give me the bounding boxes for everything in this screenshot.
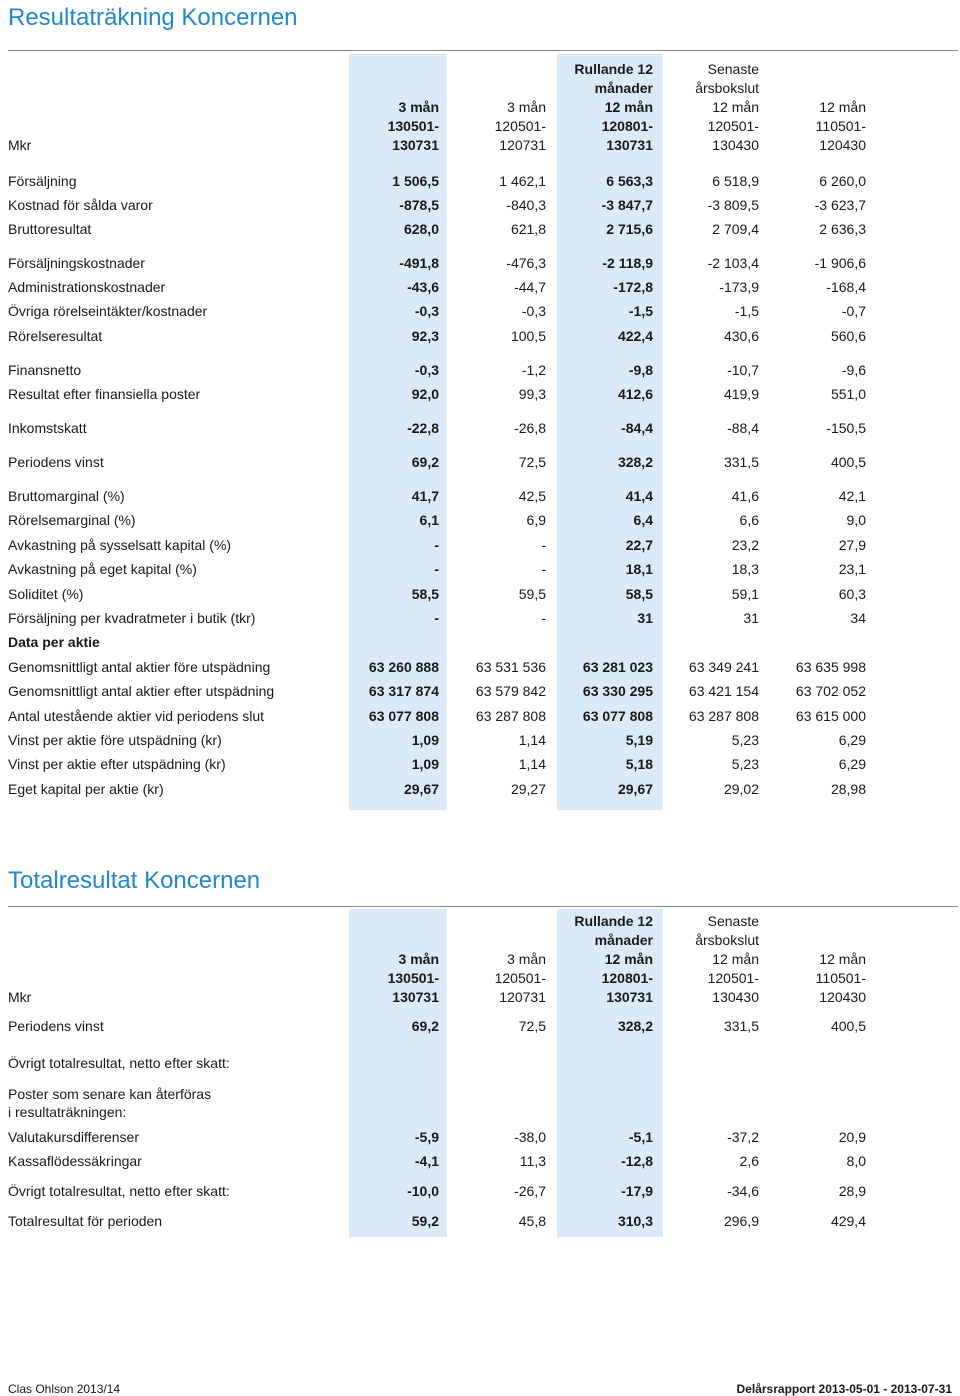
cell-value: - bbox=[434, 537, 439, 553]
cell-value: -9,8 bbox=[628, 362, 653, 378]
cell-value: -840,3 bbox=[506, 197, 546, 213]
cell-value: 1,14 bbox=[518, 756, 546, 772]
row-label: Antal utestående aktier vid periodens slut bbox=[8, 708, 265, 724]
cell-value: 63 287 808 bbox=[475, 708, 546, 724]
cell-value: 60,3 bbox=[838, 586, 866, 602]
row-label: Administrationskostnader bbox=[8, 279, 166, 295]
row-label: Vinst per aktie efter utspädning (kr) bbox=[8, 756, 226, 772]
column-header-line: 130501- bbox=[387, 970, 439, 986]
column-header bbox=[756, 912, 866, 1007]
cell-value: -1,5 bbox=[628, 303, 653, 319]
column-header bbox=[329, 60, 439, 155]
cell-value: 18,1 bbox=[625, 561, 653, 577]
table-row bbox=[8, 252, 878, 274]
table-row bbox=[8, 170, 878, 192]
cell-value: 63 077 808 bbox=[582, 708, 653, 724]
cell-value: - bbox=[434, 610, 439, 626]
cell-value: 1,09 bbox=[411, 732, 439, 748]
row-label: Totalresultat för perioden bbox=[8, 1213, 163, 1229]
cell-value: -12,8 bbox=[621, 1153, 653, 1169]
cell-value: 34 bbox=[850, 610, 866, 626]
cell-value: 400,5 bbox=[830, 1018, 866, 1034]
cell-value: 59,5 bbox=[518, 586, 546, 602]
column-header-line: 110501- bbox=[815, 118, 866, 134]
title-rule bbox=[8, 50, 958, 51]
column-header-line bbox=[329, 931, 439, 950]
column-header-line: 12 mån bbox=[819, 951, 866, 967]
cell-value: 5,23 bbox=[731, 732, 759, 748]
row-label: Rörelseresultat bbox=[8, 328, 103, 344]
cell-value: 1 506,5 bbox=[392, 173, 439, 189]
cell-value: 2 636,3 bbox=[819, 221, 866, 237]
cell-value: 31 bbox=[637, 610, 653, 626]
cell-value: -878,5 bbox=[399, 197, 439, 213]
cell-value: 328,2 bbox=[617, 1018, 653, 1034]
row-label: Finansnetto bbox=[8, 362, 82, 378]
cell-value: -22,8 bbox=[407, 420, 439, 436]
row-label: Kassaflödessäkringar bbox=[8, 1153, 142, 1169]
cell-value: 23,1 bbox=[838, 561, 866, 577]
cell-value: 23,2 bbox=[731, 537, 759, 553]
column-header-line: Senaste bbox=[707, 913, 759, 929]
cell-value: 58,5 bbox=[625, 586, 653, 602]
column-header-line: 12 mån bbox=[712, 99, 759, 115]
cell-value: 22,7 bbox=[625, 537, 653, 553]
cell-value: 6,1 bbox=[419, 512, 439, 528]
cell-value: -5,1 bbox=[628, 1129, 653, 1145]
table-row bbox=[8, 485, 878, 507]
column-header-line: 120501- bbox=[494, 118, 546, 134]
unit-label: Mkr bbox=[8, 989, 32, 1005]
cell-value: 41,7 bbox=[411, 488, 439, 504]
cell-value: 1 462,1 bbox=[499, 173, 546, 189]
row-label: Försäljningskostnader bbox=[8, 255, 145, 271]
cell-value: -1 906,6 bbox=[814, 255, 866, 271]
table-row bbox=[8, 778, 878, 800]
cell-value: 63 260 888 bbox=[368, 659, 439, 675]
table-row bbox=[8, 705, 878, 727]
column-header-line: 120801- bbox=[601, 118, 653, 134]
cell-value: 31 bbox=[743, 610, 759, 626]
table-row bbox=[8, 607, 878, 629]
cell-value: - bbox=[541, 537, 546, 553]
cell-value: 331,5 bbox=[723, 1018, 759, 1034]
cell-value: 430,6 bbox=[723, 328, 759, 344]
column-header-line bbox=[756, 931, 866, 950]
cell-value: 45,8 bbox=[518, 1213, 546, 1229]
cell-value: 58,5 bbox=[411, 586, 439, 602]
cell-value: 9,0 bbox=[846, 512, 866, 528]
cell-value: 5,18 bbox=[625, 756, 653, 772]
cell-value: 422,4 bbox=[617, 328, 653, 344]
cell-value: 100,5 bbox=[510, 328, 546, 344]
column-header-line: 3 mån bbox=[507, 99, 546, 115]
column-header-line bbox=[756, 60, 866, 79]
column-header bbox=[436, 912, 546, 1007]
column-header-line: Rullande 12 bbox=[574, 913, 653, 929]
footer-company: Clas Ohlson 2013/14 bbox=[8, 1382, 121, 1396]
table-row bbox=[8, 753, 878, 775]
row-label: Soliditet (%) bbox=[8, 586, 84, 602]
cell-value: 99,3 bbox=[518, 386, 546, 402]
cell-value: -150,5 bbox=[826, 420, 866, 436]
cell-value: 6 563,3 bbox=[606, 173, 653, 189]
table-row bbox=[8, 631, 878, 653]
table-row bbox=[8, 509, 878, 531]
row-label: Rörelsemarginal (%) bbox=[8, 512, 136, 528]
cell-value: 41,6 bbox=[731, 488, 759, 504]
row-label: Resultat efter finansiella poster bbox=[8, 386, 201, 402]
table-row bbox=[8, 534, 878, 556]
cell-value: 6 518,9 bbox=[712, 173, 759, 189]
cell-value: -3 623,7 bbox=[814, 197, 866, 213]
row-label: Periodens vinst bbox=[8, 1018, 104, 1034]
row-label: Avkastning på sysselsatt kapital (%) bbox=[8, 537, 232, 553]
table-row bbox=[8, 558, 878, 580]
column-header-line bbox=[756, 912, 866, 931]
cell-value: -3 809,5 bbox=[707, 197, 759, 213]
column-header-line: 3 mån bbox=[398, 99, 439, 115]
row-label: Valutakursdifferenser bbox=[8, 1129, 139, 1145]
table-row bbox=[8, 680, 878, 702]
cell-value: -10,7 bbox=[727, 362, 759, 378]
cell-value: 6,4 bbox=[633, 512, 653, 528]
cell-value: 6,29 bbox=[838, 756, 866, 772]
title-rule bbox=[8, 906, 958, 907]
cell-value: 429,4 bbox=[830, 1213, 866, 1229]
cell-value: -0,3 bbox=[521, 303, 546, 319]
column-header-line: 130731 bbox=[606, 989, 653, 1005]
table-row bbox=[8, 194, 878, 216]
row-label: Inkomstskatt bbox=[8, 420, 87, 436]
column-header-line bbox=[329, 60, 439, 79]
cell-value: 92,0 bbox=[411, 386, 439, 402]
cell-value: 63 635 998 bbox=[795, 659, 866, 675]
table-row bbox=[8, 1126, 878, 1148]
column-header-line: 120731 bbox=[499, 989, 546, 1005]
column-header-line bbox=[436, 60, 546, 79]
column-header bbox=[543, 60, 653, 155]
column-header-line: 130731 bbox=[606, 137, 653, 153]
table-row bbox=[8, 1015, 878, 1037]
column-header-line: 12 mån bbox=[604, 99, 653, 115]
cell-value: 5,19 bbox=[625, 732, 653, 748]
column-header bbox=[329, 912, 439, 1007]
column-header-line: 130731 bbox=[392, 989, 439, 1005]
column-header-line: 120430 bbox=[819, 137, 866, 153]
row-label: Genomsnittligt antal aktier före utspädning bbox=[8, 659, 271, 675]
column-header-line bbox=[436, 912, 546, 931]
column-header-line bbox=[329, 912, 439, 931]
cell-value: 29,02 bbox=[723, 781, 759, 797]
column-header bbox=[543, 912, 653, 1007]
column-header-line: 12 mån bbox=[604, 951, 653, 967]
cell-value: 296,9 bbox=[723, 1213, 759, 1229]
cell-value: 1,14 bbox=[518, 732, 546, 748]
column-header bbox=[649, 912, 759, 1007]
cell-value: 6,29 bbox=[838, 732, 866, 748]
cell-value: 621,8 bbox=[510, 221, 546, 237]
table-row bbox=[8, 729, 878, 751]
cell-value: 41,4 bbox=[625, 488, 653, 504]
cell-value: 63 349 241 bbox=[688, 659, 759, 675]
cell-value: 63 330 295 bbox=[582, 683, 653, 699]
cell-value: 5,23 bbox=[731, 756, 759, 772]
cell-value: 63 702 052 bbox=[795, 683, 866, 699]
table-row bbox=[8, 325, 878, 347]
column-header-line: 120501- bbox=[707, 970, 759, 986]
row-label: Periodens vinst bbox=[8, 454, 104, 470]
cell-value: 59,1 bbox=[731, 586, 759, 602]
cell-value: 72,5 bbox=[518, 1018, 546, 1034]
column-header-line: 12 mån bbox=[819, 99, 866, 115]
income-statement-title: Resultaträkning Koncernen bbox=[8, 4, 298, 31]
cell-value: 628,0 bbox=[403, 221, 439, 237]
cell-value: -44,7 bbox=[514, 279, 546, 295]
row-label: i resultaträkningen: bbox=[8, 1104, 127, 1120]
cell-value: 8,0 bbox=[846, 1153, 866, 1169]
column-header-line: 3 mån bbox=[507, 951, 546, 967]
cell-value: 63 421 154 bbox=[688, 683, 759, 699]
cell-value: 42,1 bbox=[838, 488, 866, 504]
cell-value: 69,2 bbox=[411, 454, 439, 470]
cell-value: 29,67 bbox=[403, 781, 439, 797]
column-header-line bbox=[329, 79, 439, 98]
column-header-line: 3 mån bbox=[398, 951, 439, 967]
cell-value: 18,3 bbox=[731, 561, 759, 577]
cell-value: -5,9 bbox=[414, 1129, 439, 1145]
unit-label: Mkr bbox=[8, 137, 32, 153]
cell-value: 29,27 bbox=[510, 781, 546, 797]
cell-value: -37,2 bbox=[727, 1129, 759, 1145]
cell-value: -26,7 bbox=[514, 1183, 546, 1199]
row-label: Eget kapital per aktie (kr) bbox=[8, 781, 164, 797]
cell-value: 92,3 bbox=[411, 328, 439, 344]
column-header-line: årsbokslut bbox=[695, 80, 759, 96]
cell-value: 63 077 808 bbox=[368, 708, 439, 724]
table-row bbox=[8, 1101, 878, 1123]
column-header-line: månader bbox=[594, 80, 653, 96]
row-label: Vinst per aktie före utspädning (kr) bbox=[8, 732, 222, 748]
cell-value: 11,3 bbox=[519, 1153, 546, 1169]
column-header bbox=[756, 60, 866, 155]
cell-value: 63 579 842 bbox=[475, 683, 546, 699]
cell-value: -3 847,7 bbox=[601, 197, 653, 213]
column-header bbox=[649, 60, 759, 155]
cell-value: 551,0 bbox=[830, 386, 866, 402]
column-header-line: 130430 bbox=[712, 989, 759, 1005]
cell-value: -1,2 bbox=[521, 362, 546, 378]
cell-value: 2 709,4 bbox=[712, 221, 759, 237]
table-row bbox=[8, 583, 878, 605]
cell-value: - bbox=[434, 561, 439, 577]
cell-value: 6,6 bbox=[739, 512, 759, 528]
column-header-line: årsbokslut bbox=[695, 932, 759, 948]
column-header-line: 12 mån bbox=[712, 951, 759, 967]
row-label: Data per aktie bbox=[8, 634, 100, 650]
row-label: Kostnad för sålda varor bbox=[8, 197, 153, 213]
row-label: Övrigt totalresultat, netto efter skatt: bbox=[8, 1055, 230, 1071]
column-header-line bbox=[436, 79, 546, 98]
cell-value: 400,5 bbox=[830, 454, 866, 470]
cell-value: -10,0 bbox=[407, 1183, 439, 1199]
cell-value: 63 317 874 bbox=[368, 683, 439, 699]
cell-value: -0,3 bbox=[414, 362, 439, 378]
cell-value: -26,8 bbox=[514, 420, 546, 436]
cell-value: 560,6 bbox=[830, 328, 866, 344]
cell-value: -0,3 bbox=[414, 303, 439, 319]
column-header-line: 130501- bbox=[387, 118, 439, 134]
cell-value: 63 615 000 bbox=[795, 708, 866, 724]
cell-value: 63 287 808 bbox=[688, 708, 759, 724]
cell-value: -2 103,4 bbox=[707, 255, 759, 271]
column-header-line bbox=[436, 931, 546, 950]
table-row bbox=[8, 656, 878, 678]
table-row bbox=[8, 300, 878, 322]
row-label: Övrigt totalresultat, netto efter skatt: bbox=[8, 1183, 230, 1199]
row-label: Övriga rörelseintäkter/kostnader bbox=[8, 303, 208, 319]
cell-value: 1,09 bbox=[411, 756, 439, 772]
column-header-line: 120430 bbox=[819, 989, 866, 1005]
cell-value: -168,4 bbox=[826, 279, 866, 295]
cell-value: -0,7 bbox=[841, 303, 866, 319]
column-header-line bbox=[756, 79, 866, 98]
column-header bbox=[436, 60, 546, 155]
table-row bbox=[8, 218, 878, 240]
column-header-line: 120731 bbox=[499, 137, 546, 153]
cell-value: -1,5 bbox=[734, 303, 759, 319]
cell-value: 2,6 bbox=[739, 1153, 759, 1169]
cell-value: 27,9 bbox=[838, 537, 866, 553]
cell-value: -476,3 bbox=[506, 255, 546, 271]
cell-value: -172,8 bbox=[613, 279, 653, 295]
column-header-line: månader bbox=[594, 932, 653, 948]
row-label: Bruttomarginal (%) bbox=[8, 488, 125, 504]
column-header-line: Rullande 12 bbox=[574, 61, 653, 77]
cell-value: 63 531 536 bbox=[475, 659, 546, 675]
cell-value: -2 118,9 bbox=[602, 255, 653, 271]
cell-value: 20,9 bbox=[838, 1129, 866, 1145]
total-result-title: Totalresultat Koncernen bbox=[8, 867, 261, 894]
table-row bbox=[8, 1180, 878, 1202]
cell-value: 42,5 bbox=[518, 488, 546, 504]
cell-value: 69,2 bbox=[411, 1018, 439, 1034]
cell-value: 29,67 bbox=[617, 781, 653, 797]
column-header-line: 110501- bbox=[815, 970, 866, 986]
cell-value: 419,9 bbox=[723, 386, 759, 402]
cell-value: 59,2 bbox=[411, 1213, 439, 1229]
cell-value: -173,9 bbox=[719, 279, 759, 295]
cell-value: - bbox=[541, 610, 546, 626]
table-row bbox=[8, 359, 878, 381]
row-label: Avkastning på eget kapital (%) bbox=[8, 561, 197, 577]
table-row bbox=[8, 1210, 878, 1232]
cell-value: -17,9 bbox=[621, 1183, 653, 1199]
column-header-line: 120801- bbox=[601, 970, 653, 986]
cell-value: 28,9 bbox=[838, 1183, 866, 1199]
column-header-line: 120501- bbox=[494, 970, 546, 986]
cell-value: 328,2 bbox=[617, 454, 653, 470]
row-label: Bruttoresultat bbox=[8, 221, 92, 237]
cell-value: 2 715,6 bbox=[606, 221, 653, 237]
cell-value: 6,9 bbox=[526, 512, 546, 528]
cell-value: -38,0 bbox=[514, 1129, 546, 1145]
row-label: Försäljning bbox=[8, 173, 77, 189]
cell-value: 28,98 bbox=[830, 781, 866, 797]
cell-value: -84,4 bbox=[621, 420, 653, 436]
table-row bbox=[8, 276, 878, 298]
cell-value: -9,6 bbox=[841, 362, 866, 378]
cell-value: - bbox=[541, 561, 546, 577]
cell-value: 63 281 023 bbox=[582, 659, 653, 675]
column-header-line: 130430 bbox=[712, 137, 759, 153]
cell-value: 412,6 bbox=[617, 386, 653, 402]
table-row bbox=[8, 1052, 878, 1074]
column-header-line: 120501- bbox=[707, 118, 759, 134]
table-row bbox=[8, 383, 878, 405]
cell-value: -491,8 bbox=[399, 255, 439, 271]
cell-value: -43,6 bbox=[407, 279, 439, 295]
table-row bbox=[8, 1150, 878, 1172]
table-row bbox=[8, 451, 878, 473]
cell-value: 72,5 bbox=[518, 454, 546, 470]
row-label: Genomsnittligt antal aktier efter utspädning bbox=[8, 683, 275, 699]
column-header-line: 130731 bbox=[392, 137, 439, 153]
cell-value: 6 260,0 bbox=[819, 173, 866, 189]
footer-report: Delårsrapport 2013-05-01 - 2013-07-31 bbox=[736, 1382, 952, 1396]
row-label: Försäljning per kvadratmeter i butik (tkr) bbox=[8, 610, 256, 626]
column-header-line: Senaste bbox=[707, 61, 759, 77]
cell-value: -4,1 bbox=[414, 1153, 439, 1169]
cell-value: 310,3 bbox=[617, 1213, 653, 1229]
row-label: Poster som senare kan återföras bbox=[8, 1086, 212, 1102]
cell-value: 331,5 bbox=[723, 454, 759, 470]
cell-value: -88,4 bbox=[727, 420, 759, 436]
table-row bbox=[8, 417, 878, 439]
cell-value: -34,6 bbox=[727, 1183, 759, 1199]
